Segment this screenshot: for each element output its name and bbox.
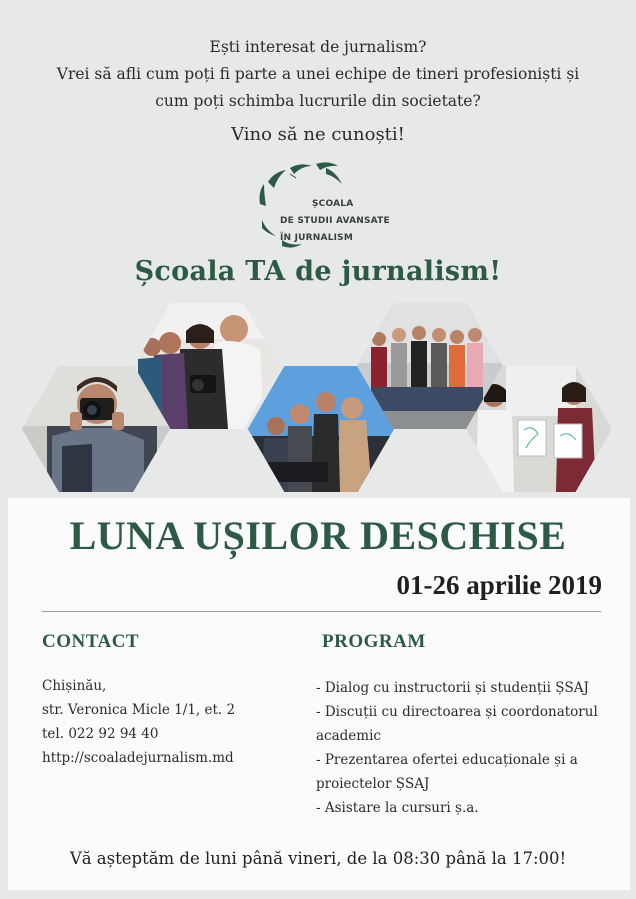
schedule-footer: Vă așteptăm de luni până vineri, de la 08:30 până la 17:00! (69, 849, 567, 868)
program-item: - Dialog cu instructorii și studenții ȘSAJ (316, 680, 589, 696)
intro-line-2: Vrei să afli cum poți fi parte a unei echipe de tineri profesioniști și (56, 65, 580, 83)
divider (42, 611, 601, 612)
logo-line-3: ÎN JURNALISM (280, 233, 354, 243)
intro-question: Ești interesat de jurnalism? (209, 38, 427, 56)
logo-line-2: DE STUDII AVANSATE (280, 216, 390, 226)
tagline: Școala TA de jurnalism! (134, 256, 502, 287)
program-item: - Discuții cu directoarea și coordonatorul (316, 704, 598, 720)
event-dates: 01-26 aprilie 2019 (396, 570, 602, 600)
event-headline: LUNA UȘILOR DESCHISE (69, 513, 567, 558)
contact-city: Chișinău, (42, 678, 107, 694)
contact-phone: tel. 022 92 94 40 (42, 726, 159, 742)
program-item: academic (316, 728, 381, 744)
contact-address: str. Veronica Micle 1/1, et. 2 (42, 702, 236, 718)
program-item: - Asistare la cursuri ș.a. (316, 800, 479, 816)
intro-line-3: cum poți schimba lucrurile din societate? (155, 92, 481, 110)
contact-website-link[interactable]: http://scoaladejurnalism.md (42, 750, 234, 766)
program-item: proiectelor ȘSAJ (316, 776, 430, 792)
program-heading: PROGRAM (322, 631, 426, 652)
invite-text: Vino să ne cunoști! (231, 124, 405, 145)
logo-line-1: ȘCOALA (312, 199, 354, 209)
program-item: - Prezentarea ofertei educaționale și a (316, 752, 578, 768)
logo-wordmark (280, 196, 390, 247)
contact-heading: CONTACT (42, 631, 140, 652)
